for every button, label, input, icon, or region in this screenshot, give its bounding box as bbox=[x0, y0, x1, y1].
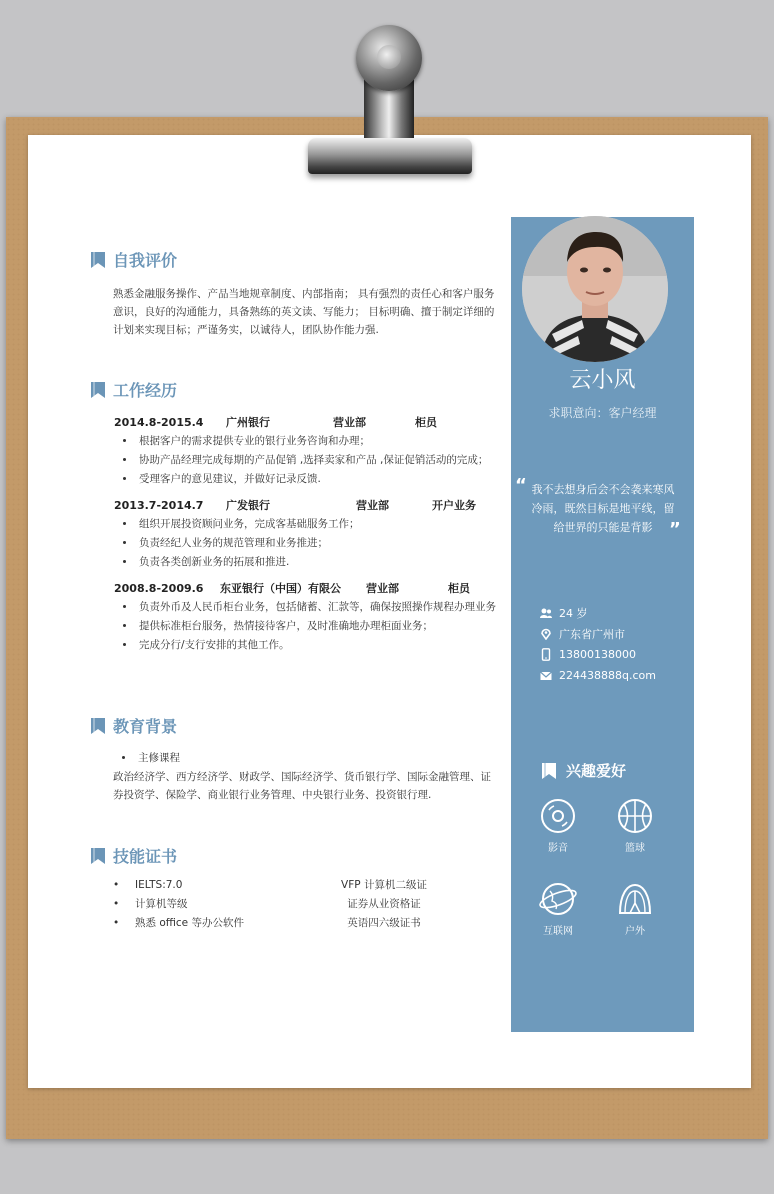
skill-row bbox=[89, 914, 499, 933]
bookmark-icon bbox=[540, 762, 558, 780]
job-duties bbox=[114, 432, 504, 489]
clip-base bbox=[308, 138, 472, 174]
job-duty: • 协助产品经理完成每期的产品促销 ,选择卖家和产品 ,保证促销活动的完成； bbox=[136, 451, 504, 470]
job-header bbox=[114, 412, 504, 432]
bookmark-icon bbox=[89, 717, 107, 735]
job-dept: 营业部 bbox=[333, 416, 366, 429]
skill-row bbox=[89, 895, 499, 914]
job-2 bbox=[114, 495, 504, 572]
user-icon bbox=[540, 607, 552, 619]
info-phone bbox=[540, 648, 636, 661]
location-text: 广东省广州市 bbox=[559, 628, 625, 641]
job-duty: • 组织开展投资顾问业务，完成客基础服务工作； bbox=[136, 515, 504, 534]
education-bullet: • 主修课程 bbox=[135, 749, 499, 768]
hobby-item bbox=[528, 881, 588, 937]
skills-title: 技能证书 bbox=[113, 847, 178, 866]
education-bullets bbox=[89, 749, 499, 768]
education-courses: 政治经济学、西方经济学、财政学、国际经济学、货币银行学、国际金融管理、证券投资学、保险学、商业银行业务管理、中央银行业务、投资银行理. bbox=[113, 771, 491, 801]
job-duty: • 提供标准柜台服务，热情接待客户，及时准确地办理柜面业务； bbox=[136, 617, 504, 636]
job-header bbox=[114, 578, 504, 598]
job-header bbox=[114, 495, 504, 515]
job-duty: • 负责各类创新业务的拓展和推进. bbox=[136, 553, 504, 572]
basketball-icon bbox=[617, 798, 653, 834]
location-pin-icon bbox=[540, 628, 552, 640]
job-1 bbox=[114, 412, 504, 489]
bookmark-icon bbox=[89, 847, 107, 865]
self-eval-heading bbox=[89, 248, 499, 271]
bookmark-icon bbox=[89, 251, 107, 269]
open-quote-mark: “ bbox=[515, 475, 527, 496]
hobby-heading bbox=[540, 760, 626, 781]
job-duty: • 负责外币及人民币柜台业务，包括储蓄、汇款等，确保按照操作规程办理业务 bbox=[136, 598, 504, 617]
hobby-item bbox=[528, 798, 588, 854]
avatar bbox=[522, 216, 668, 362]
bookmark-icon bbox=[89, 381, 107, 399]
skill-item: VFP 计算机二级证 bbox=[341, 879, 427, 891]
hobby-label: 篮球 bbox=[625, 843, 645, 854]
job-dept: 营业部 bbox=[356, 499, 389, 512]
work-title: 工作经历 bbox=[113, 381, 178, 400]
work-heading bbox=[89, 378, 499, 401]
info-location bbox=[540, 626, 625, 642]
skill-item: 证券从业资格证 bbox=[347, 898, 421, 910]
self-eval-text: 熟悉金融服务操作、产品当地规章制度、内部指南； 具有强烈的责任心和客户服务意识，良好的沟通能力，具备熟练的英文读、写能力； 目标明确、擅于制定详细的计划来实现目标；严谨务实，以诚待人，团队协作能力强. bbox=[113, 288, 495, 336]
job-duty: • 根据客户的需求提供专业的银行业务咨询和办理； bbox=[136, 432, 504, 451]
job-duties bbox=[114, 598, 504, 655]
job-dept: 营业部 bbox=[366, 582, 399, 595]
hobby-label: 户外 bbox=[625, 926, 645, 937]
job-duty: • 受理客户的意见建议，并做好记录反馈. bbox=[136, 470, 504, 489]
phone-icon bbox=[540, 648, 552, 661]
music-disc-icon bbox=[540, 798, 576, 834]
skills-list bbox=[89, 876, 499, 933]
info-age bbox=[540, 605, 588, 621]
job-period: 2014.8-2015.4 bbox=[114, 415, 204, 429]
age-text: 24 岁 bbox=[559, 607, 588, 620]
skill-item: • IELTS:7.0 bbox=[89, 876, 309, 895]
work-section bbox=[89, 378, 499, 401]
profile-photo bbox=[522, 216, 668, 362]
skill-item: • 熟悉 office 等办公软件 bbox=[89, 914, 309, 933]
phone-text: 13800138000 bbox=[559, 648, 636, 661]
job-3 bbox=[114, 578, 504, 655]
close-quote-mark: ” bbox=[669, 519, 681, 540]
job-role: 柜员 bbox=[415, 416, 437, 429]
job-company: 东亚银行（中国）有限公 bbox=[220, 582, 341, 595]
email-icon bbox=[540, 671, 552, 681]
skill-row bbox=[89, 876, 499, 895]
clip-hole bbox=[377, 45, 401, 69]
globe-icon bbox=[538, 881, 578, 917]
profile-sidebar bbox=[511, 217, 694, 1032]
job-company: 广州银行 bbox=[226, 416, 270, 429]
job-duty: • 负责经纪人业务的规范管理和业务推进； bbox=[136, 534, 504, 553]
skill-item: 英语四六级证书 bbox=[347, 917, 421, 929]
info-email bbox=[540, 669, 656, 682]
job-intent: 求职意向：客户经理 bbox=[548, 406, 657, 420]
job-period: 2008.8-2009.6 bbox=[114, 581, 204, 595]
hobby-item bbox=[605, 881, 665, 937]
self-eval-title: 自我评价 bbox=[113, 251, 178, 270]
education-heading bbox=[89, 714, 499, 737]
job-company: 广发银行 bbox=[226, 499, 270, 512]
skill-item: • 计算机等级 bbox=[89, 895, 309, 914]
tent-icon bbox=[617, 881, 653, 917]
education-section bbox=[89, 714, 499, 804]
hobby-title: 兴趣爱好 bbox=[566, 762, 627, 780]
binder-clip bbox=[300, 25, 480, 180]
hobby-label: 影音 bbox=[548, 843, 568, 854]
candidate-name: 云小风 bbox=[569, 368, 636, 393]
skills-section bbox=[89, 844, 499, 867]
education-title: 教育背景 bbox=[113, 717, 178, 736]
job-duties bbox=[114, 515, 504, 572]
job-duty: • 完成分行/支行安排的其他工作。 bbox=[136, 636, 504, 655]
motto-quote: 我不去想身后会不会袭来寒风冷雨，既然目标是地平线，留给世界的只能是背影 bbox=[531, 483, 675, 534]
job-role: 柜员 bbox=[448, 582, 470, 595]
self-eval-section bbox=[89, 248, 499, 339]
hobby-label: 互联网 bbox=[543, 926, 573, 937]
email-text: 224438888q.com bbox=[559, 669, 656, 682]
job-period: 2013.7-2014.7 bbox=[114, 498, 204, 512]
job-role: 开户业务 bbox=[432, 499, 476, 512]
hobby-item bbox=[605, 798, 665, 854]
skills-heading bbox=[89, 844, 499, 867]
